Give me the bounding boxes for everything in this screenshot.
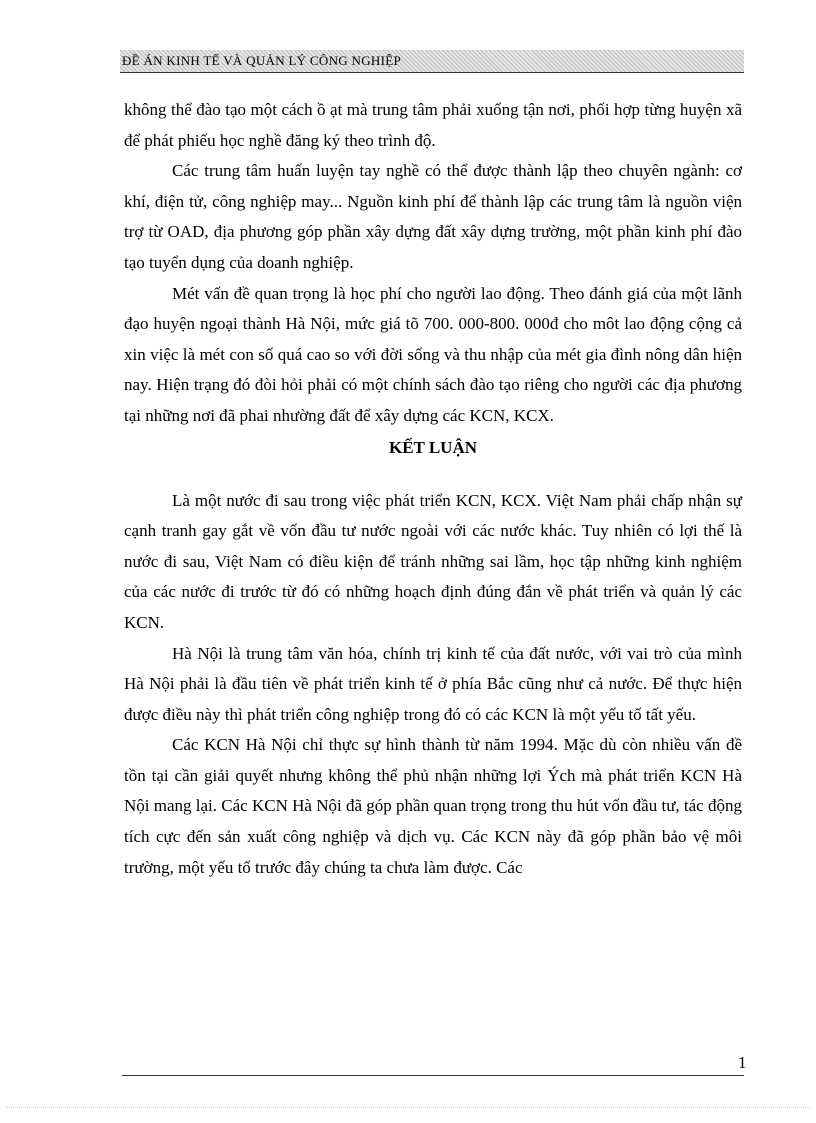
- section-spacer: [124, 463, 742, 486]
- page-header: [120, 50, 744, 73]
- body-paragraph: Hà Nội là trung tâm văn hóa, chính trị kinh tế của đất nước, với vai trò của mình Hà Nội phải là đầu tiên về phát triển kinh tế ở phía Bắc cũng như cả nước. Để thực hiện được điều này thì phát triển công nghiệp trong đó có các KCN là một yếu tố tất yếu.: [124, 643, 742, 724]
- footer-rule: [122, 1075, 744, 1076]
- page-bottom-divider: [6, 1107, 810, 1108]
- body-paragraph: Các KCN Hà Nội chỉ thực sự hình thành từ năm 1994. Mặc dù còn nhiều vấn đề tồn tại cần giải quyết nhưng không thể phủ nhận những lợi Ých mà phát triển KCN Hà Nội mang lại. Các KCN Hà Nội đã góp phần quan trọng trong thu hút vốn đầu tư, tác động tích cực đến sản xuất công nghiệp và dịch vụ. Các KCN này đã góp phần bảo vệ môi trường, một yếu tố trước đây chúng ta chưa làm được. Các: [124, 735, 742, 877]
- body-paragraph: Các trung tâm huấn luyện tay nghề có thể được thành lập theo chuyên ngành: cơ khí, điện tử, công nghiệp may... Nguồn kinh phí để thành lập các trung tâm là nguồn viện trợ từ OAD, địa phương góp phần xây dựng đất xây dựng trường, một phần kinh phí đào tạo tuyển dụng của doanh nghiệp.: [124, 161, 742, 272]
- section-heading: KẾT LUẬN: [388, 437, 477, 457]
- document-body: [124, 95, 742, 883]
- body-paragraph: Là một nước đi sau trong việc phát triển KCN, KCX. Việt Nam phải chấp nhận sự cạnh tranh gay gắt về vốn đầu tư nước ngoài với các nước khác. Tuy nhiên có lợi thế là nước đi sau, Việt Nam có điều kiện để tránh những sai lầm, học tập những kinh nghiệm của các nước đi trước từ đó có những hoạch định đúng đắn về phát triển và quản lý các KCN.: [124, 490, 742, 632]
- body-paragraph: không thể đào tạo một cách ồ ạt mà trung tâm phải xuống tận nơi, phối hợp từng huyện xã để phát phiếu học nghề đăng ký theo trình độ.: [124, 100, 742, 150]
- body-paragraph: Mét vấn đề quan trọng là học phí cho người lao động. Theo đánh giá của một lãnh đạo huyện ngoại thành Hà Nội, mức giá tõ 700. 000-800. 000đ cho môt lao động cộng cả xin việc là mét con số quá cao so với đời sống và thu nhập của mét gia đình nông dân hiện nay. Hiện trạng đó đòi hỏi phải có một chính sách đào tạo riêng cho người các địa phương tại những nơi đã phai nhường đất để xây dựng các KCN, KCX.: [124, 283, 742, 425]
- header-title: ĐỀ ÁN KINH TẾ VÀ QUẢN LÝ CÔNG NGHIỆP: [122, 53, 401, 68]
- page-number: 1: [738, 1053, 747, 1072]
